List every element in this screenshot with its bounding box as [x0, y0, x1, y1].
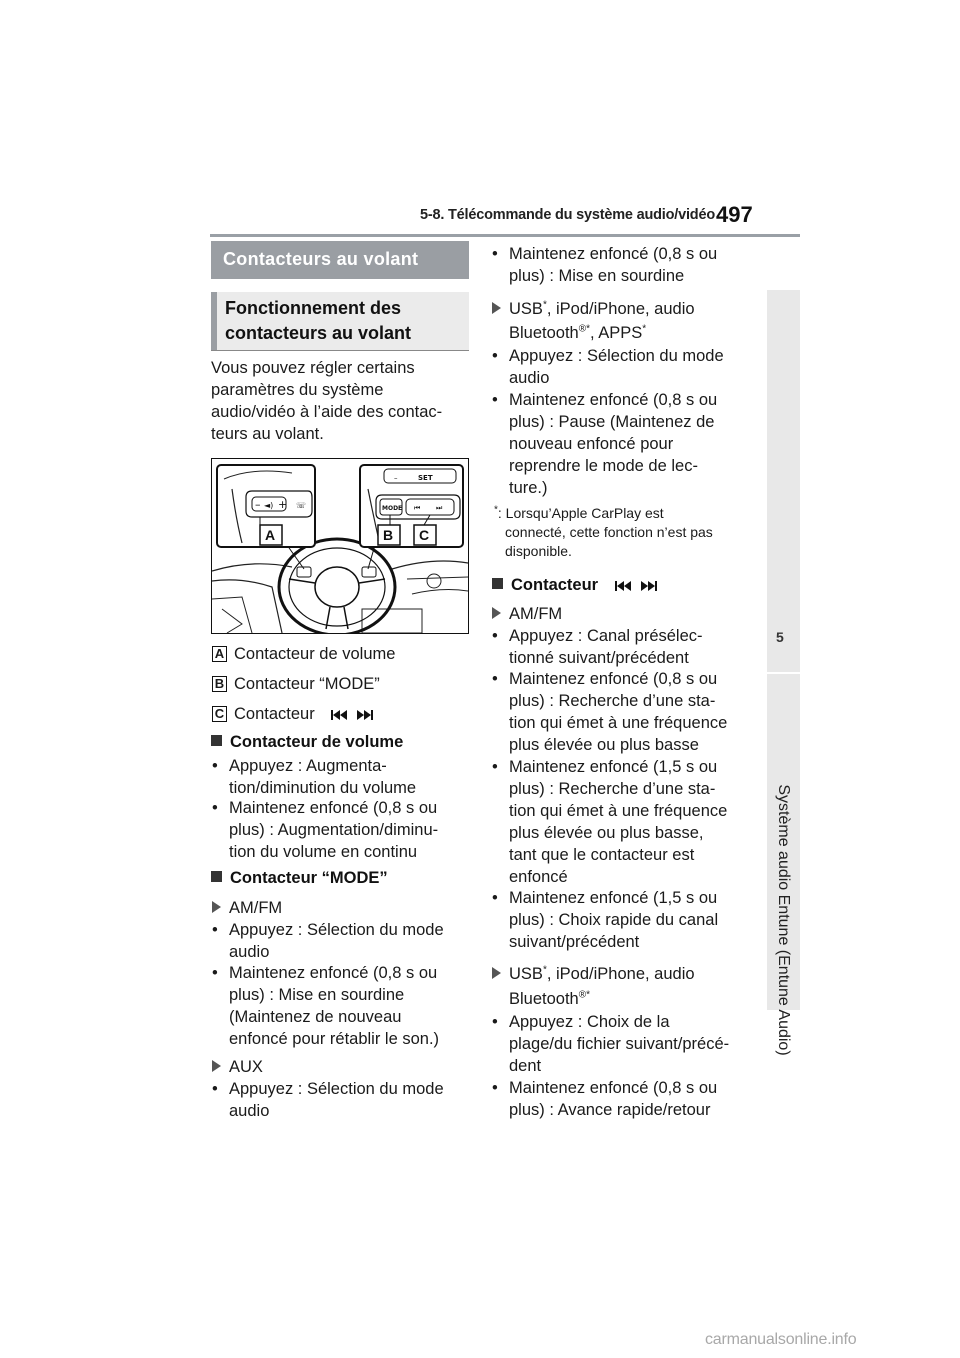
- mode-aux-bullet-2: • Maintenez enfoncé (0,8 s ou plus) : Mise en sourdine: [492, 245, 718, 285]
- volume-title: Contacteur de volume: [230, 733, 404, 751]
- subheading-box: [211, 292, 469, 351]
- svg-text:⏮: ⏮: [414, 504, 421, 512]
- square-bullet-icon: [211, 735, 222, 746]
- mode-amfm-label: AM/FM: [212, 897, 282, 919]
- skip-amfm-label: AM/FM: [492, 603, 562, 625]
- mode-aux-label: AUX: [212, 1056, 263, 1078]
- svg-text:⏭: ⏭: [436, 504, 443, 512]
- mode-usb-label-line1: USB*, iPod/iPhone, audio: [492, 298, 695, 320]
- legend-item-b: [212, 673, 380, 695]
- set-label: SET: [418, 474, 433, 482]
- mode-title: Contacteur “MODE”: [230, 869, 388, 887]
- triangle-bullet-icon: [492, 302, 501, 314]
- svg-text:☏: ☏: [296, 501, 307, 510]
- svg-text:◄): ◄): [264, 501, 274, 510]
- mode-usb-bullet-2: • Maintenez enfoncé (0,8 s ou plus) : Pause (Maintenez de nouveau enfoncé pour reprendre le mode de lec- ture.): [492, 391, 718, 497]
- legend-key-b: B: [212, 676, 227, 692]
- chapter-title-vertical: [768, 784, 798, 1056]
- mode-label: MODE: [382, 505, 403, 512]
- legend-text-a: Contacteur de volume: [234, 645, 396, 663]
- skip-amfm-bullet-3: • Maintenez enfoncé (1,5 s ou plus) : Recherche d’une sta- tion qui émet à une fréquence plus élevée ou plus basse, tant que le contacteur est enfoncé: [492, 758, 728, 886]
- callout-b: B: [383, 527, 394, 543]
- legend-key-a: A: [212, 646, 227, 662]
- subheading-accent-bar: [211, 292, 217, 350]
- skip-usb-label-line2: Bluetooth®*: [509, 989, 591, 1008]
- chapter-title-text: Système audio Entune (Entune Audio): [775, 784, 792, 1056]
- svg-text:–: –: [255, 498, 261, 511]
- skip-title: Contacteur: [511, 576, 599, 594]
- steering-wheel-illustration: [212, 459, 468, 633]
- skip-amfm-bullet-2: • Maintenez enfoncé (0,8 s ou plus) : Recherche d’une sta- tion qui émet à une fréquence plus élevée ou plus basse: [492, 670, 728, 754]
- triangle-bullet-icon: [492, 607, 501, 619]
- skip-usb-label-line1: USB*, iPod/iPhone, audio: [492, 963, 695, 985]
- legend-item-a: [212, 643, 395, 665]
- triangle-bullet-icon: [212, 901, 221, 913]
- intro-text: Vous pouvez régler certains paramètres du système audio/vidéo à l’aide des contac- teurs au volant.: [211, 359, 443, 443]
- side-tab-divider: [767, 672, 800, 674]
- square-bullet-icon: [211, 871, 222, 882]
- skip-amfm-bullet-4: • Maintenez enfoncé (1,5 s ou plus) : Choix rapide du canal suivant/précédent: [492, 889, 719, 951]
- volume-heading: [211, 733, 403, 752]
- triangle-bullet-icon: [492, 967, 501, 979]
- svg-text:–: –: [394, 474, 398, 482]
- subheading-title: Fonctionnement des contacteurs au volant: [225, 298, 412, 343]
- mode-usb-label-line2: Bluetooth®*, APPS*: [509, 323, 647, 342]
- legend-text-b: Contacteur “MODE”: [234, 675, 380, 693]
- skip-usb-bullet-2: • Maintenez enfoncé (0,8 s ou plus) : Avance rapide/retour: [492, 1079, 718, 1119]
- header-rule: [210, 234, 800, 237]
- legend-item-c: [212, 703, 377, 725]
- svg-text:+: +: [278, 498, 288, 511]
- square-bullet-icon: [492, 578, 503, 589]
- legend-key-c: C: [212, 706, 227, 722]
- section-banner: [211, 241, 469, 279]
- volume-bullet-2: • Maintenez enfoncé (0,8 s ou plus) : Augmentation/diminu- tion du volume en continu: [212, 799, 439, 861]
- section-header: 5-8. Télécommande du système audio/vidéo: [420, 207, 715, 223]
- skip-buttons-icon: [613, 579, 661, 593]
- volume-bullet-1: • Appuyez : Augmenta- tion/diminution du volume: [212, 757, 417, 797]
- steering-wheel-figure: [211, 458, 469, 634]
- skip-buttons-icon: [329, 708, 377, 722]
- skip-usb-bullet-1: • Appuyez : Choix de la plage/du fichier suivant/précé- dent: [492, 1013, 730, 1075]
- skip-heading: [492, 576, 661, 595]
- mode-heading: [211, 869, 388, 888]
- chapter-number: 5: [776, 629, 784, 645]
- triangle-bullet-icon: [212, 1060, 221, 1072]
- watermark: carmanualsonline.info: [705, 1331, 857, 1348]
- mode-amfm-bullet-2: • Maintenez enfoncé (0,8 s ou plus) : Mise en sourdine (Maintenez de nouveau enfoncé pour rétablir le son.): [212, 964, 440, 1048]
- callout-a: A: [265, 527, 276, 543]
- callout-c: C: [419, 527, 430, 543]
- footnote: *: Lorsqu’Apple CarPlay est connecté, cette fonction n’est pas disponible.: [494, 504, 713, 559]
- skip-amfm-bullet-1: • Appuyez : Canal présélec- tionné suivant/précédent: [492, 627, 703, 667]
- legend-text-c: Contacteur: [234, 705, 315, 723]
- banner-title: Contacteurs au volant: [223, 249, 419, 269]
- intro-paragraph: [211, 357, 473, 445]
- mode-amfm-bullet-1: • Appuyez : Sélection du mode audio: [212, 921, 444, 961]
- mode-usb-bullet-1: • Appuyez : Sélection du mode audio: [492, 347, 724, 387]
- mode-aux-bullet-1: • Appuyez : Sélection du mode audio: [212, 1080, 444, 1120]
- page-number: 497: [716, 202, 753, 227]
